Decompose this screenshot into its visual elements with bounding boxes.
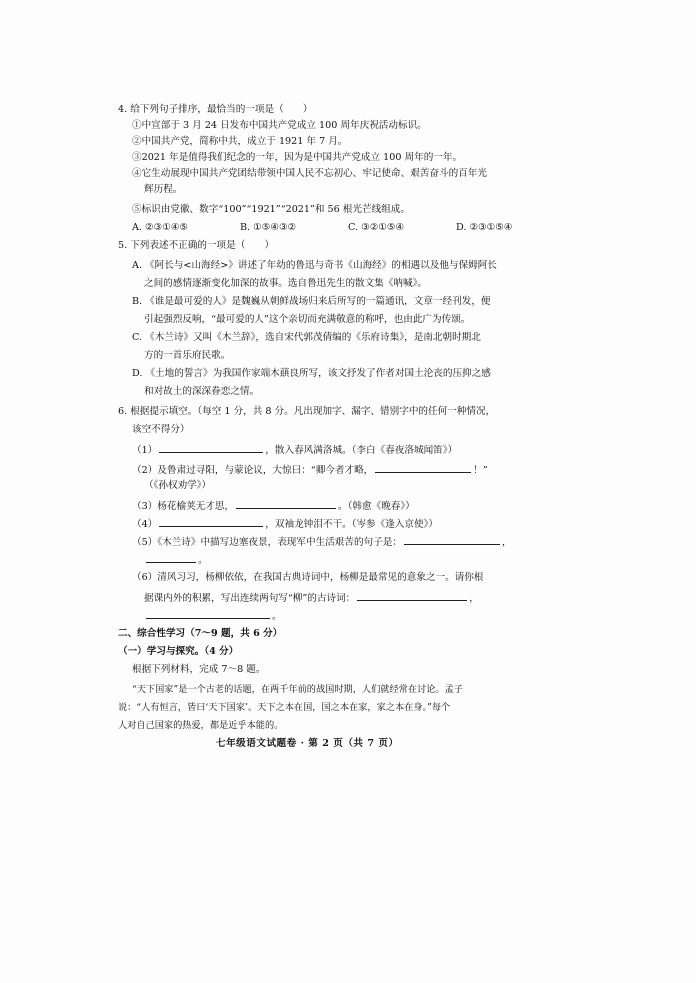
q5-option-c-line2: 方的一首乐府民歌。 (144, 350, 231, 361)
q6-stem-line1: 6. 根据提示填空。（每空 1 分，共 8 分。凡出现加字、漏字、错别字中的任何一种情况， (118, 406, 496, 417)
q6-item-2-source: （《孙权劝学》） (144, 480, 212, 491)
q6-item-5-end: 。 (198, 555, 208, 566)
q6-item-3-blank[interactable] (236, 498, 336, 509)
q6-item-5 (132, 534, 512, 549)
q6-item-6-comma: ， (469, 593, 479, 604)
q6-item-1 (132, 442, 457, 457)
q6-item-1-text: ，散入春风满洛城。（李白《春夜洛城闻笛》） (265, 445, 458, 456)
q6-item-2 (132, 462, 488, 477)
q6-item-5-cont (144, 552, 208, 567)
section-2-intro: 根据下列材料，完成 7～8 题。 (132, 664, 266, 675)
q6-item-4-text: ，双袖龙钟泪不干。（岑参《逢入京使》） (265, 519, 438, 530)
q6-item-6-text: 据课内外的积累，写出连续两句写“柳”的古诗词： (144, 593, 356, 604)
q5-option-d-line1: D. 《土地的誓言》为我国作家端木蕻良所写，该文抒发了作者对国土沦丧的压抑之感 (132, 368, 491, 379)
q4-sentence-4-cont: 辉历程。 (144, 184, 183, 195)
q4-sentence-4: ④它生动展现中国共产党团结带领中国人民不忘初心、牢记使命、艰苦奋斗的百年光 (132, 168, 487, 179)
material-paragraph-line2: 说：“人有恒言，皆曰‘天下国家’。天下之本在国，国之本在家，家之本在身。”每个 (118, 702, 451, 713)
q4-sentence-3: ③2021 年是值得我们纪念的一年，因为是中国共产党成立 100 周年的一年。 (132, 152, 463, 163)
q6-item-5-text: （5）《木兰诗》中描写边塞夜景，表现军中生活艰苦的句子是： (132, 537, 402, 548)
q6-item-1-blank[interactable] (159, 442, 263, 453)
q6-item-5-blank-2[interactable] (146, 552, 196, 563)
q6-item-4-num: （4） (132, 519, 158, 530)
q6-item-3-source: 。（韩愈《晚春》） (338, 501, 415, 512)
q5-option-a-line1: A. 《阿长与<山海经>》讲述了年幼的鲁迅与奇书《山海经》的相遇以及他与保姆阿长 (132, 260, 497, 271)
q4-option-a: A. ②③①④⑤ (132, 222, 189, 233)
q6-item-5-blank-1[interactable] (404, 534, 500, 545)
q4-option-c: C. ③②①⑤④ (348, 222, 405, 233)
q5-option-a-line2: 之间的感情逐渐变化加深的故事。选自鲁迅先生的散文集《呐喊》。 (144, 278, 428, 289)
q5-option-b-line1: B. 《谁是最可爱的人》是魏巍从朝鲜战场归来后所写的一篇通讯，文章一经刊发，便 (132, 296, 491, 307)
section-2-subtitle: （一）学习与探究。（4 分） (118, 646, 239, 657)
q6-item-1-num: （1） (132, 445, 158, 456)
material-paragraph-line1: “天下国家”是一个古老的话题，在两千年前的战国时期，人们就经常在讨论。孟子 (132, 684, 463, 695)
q6-item-4-blank[interactable] (159, 516, 263, 527)
q6-item-6-blank-2[interactable] (146, 608, 270, 619)
q4-sentence-2: ②中国共产党，简称中共，成立于 1921 年 7 月。 (132, 136, 348, 147)
q4-option-b: B. ①⑤④③② (240, 222, 297, 233)
q4-options (132, 222, 564, 234)
q6-item-6-blank-1[interactable] (357, 590, 467, 601)
q6-item-3-text: （3）杨花榆荚无才思， (132, 501, 235, 512)
q6-item-4 (132, 516, 438, 531)
q6-item-6-line1: （6）清风习习，杨柳依依，在我国古典诗词中，杨柳是最常见的意象之一。请你根 (132, 572, 484, 583)
q6-item-2-text: （2）及鲁肃过寻阳，与蒙论议，大惊曰：“卿今者才略， (132, 465, 374, 476)
q6-stem-line2: 该空不得分） (132, 424, 190, 435)
material-paragraph-line3: 人对自己国家的热爱，都是近乎本能的。 (118, 720, 284, 731)
q4-sentence-5: ⑤标识由党徽、数字“100”“1921”“2021”和 56 根光芒线组成。 (132, 204, 410, 215)
q6-item-5-comma: ， (501, 537, 512, 548)
q6-item-6-line2 (144, 590, 479, 605)
q6-item-6-end: 。 (272, 611, 282, 622)
q5-option-d-line2: 和对故土的深深眷恋之情。 (144, 386, 260, 397)
q5-option-b-line2: 引起强烈反响，“最可爱的人”这个亲切而充满敬意的称呼，也由此广为传颂。 (144, 314, 471, 325)
q6-item-2-close: ！” (473, 465, 488, 476)
section-2-title: 二、综合性学习（7～9 题，共 6 分） (118, 628, 283, 639)
q6-item-2-blank[interactable] (375, 462, 471, 473)
q4-stem: 4. 给下列句子排序，最恰当的一项是（ ） (118, 104, 313, 115)
q4-sentence-1: ①中宣部于 3 月 24 日发布中国共产党成立 100 周年庆祝活动标识。 (132, 120, 427, 131)
q6-item-6-cont (144, 608, 282, 623)
q4-option-d: D. ②③①⑤④ (456, 222, 513, 233)
q5-option-c-line1: C. 《木兰诗》又叫《木兰辞》，选自宋代郭茂倩编的《乐府诗集》，是南北朝时期北 (132, 332, 481, 343)
q6-item-3 (132, 498, 415, 513)
page-footer: 七年级语文试题卷 · 第 2 页（共 7 页） (216, 738, 399, 749)
q5-stem: 5. 下列表述不正确的一项是（ ） (118, 240, 275, 251)
